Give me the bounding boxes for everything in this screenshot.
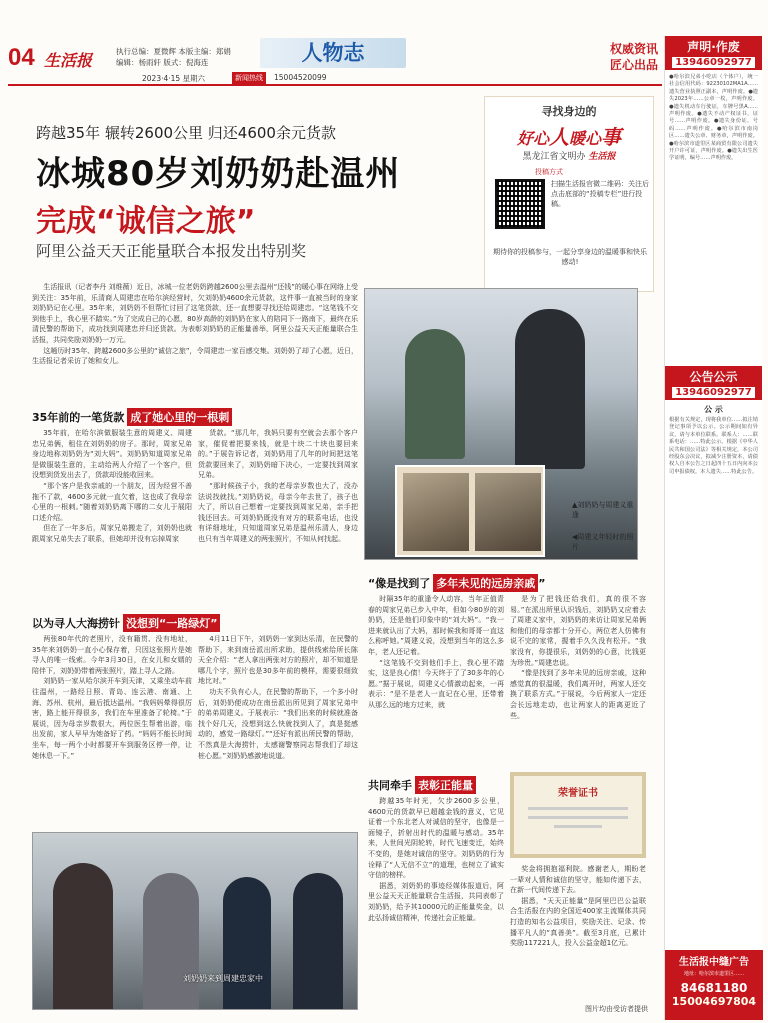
- promo-paper: 生活报: [588, 152, 616, 162]
- s1-p3: 但在了一年多后，周家兄弟搬走了，刘奶奶也就跟周家兄弟失去了联系，但她却并没有忘掉周家: [32, 524, 192, 543]
- figure-4: [293, 873, 343, 1009]
- issue-date: 2023·4·15 星期六: [142, 74, 206, 83]
- section-4-tag: 表彰正能量: [415, 776, 476, 794]
- notice-box-1-phone: 13946092977: [672, 57, 755, 68]
- ad-box-title: 生活报中缝广告: [679, 957, 749, 968]
- s2-p4: 功夫不负有心人，在民警的帮助下，一个多小时后，刘奶奶便成功在南岳派出所见到了周家兄弟中的弟弟周建义。于展表示：“我们出来的时候就准备找个好几天，没想到这么快就找到人了，真是挺感动的，感觉一路绿灯。”“还好有派出所民警的帮助，不然真是大海捞针，太感谢警察同志帮我们了却这桩心愿。”刘奶奶感激地说道。: [198, 687, 358, 760]
- hotline-number: 15004520099: [274, 73, 327, 82]
- main-headline: 冰城80岁刘奶奶赴温州: [36, 154, 401, 194]
- figure-2: [143, 873, 199, 1009]
- notice-box-1-text: ●哈尔滨兄弟小吃店（个体户），统一社会信用代码：92230102MA1A……遗失营业执照正副本，声明作废。●遗失2023年……公章一枚，声明作废。●遗失机动车行驶证，车牌号黑A……声明作废。●遗失不动产权证书，证号……声明作废。●遗失身份证，号码……声明作废。●哈尔滨市南岗区……遗失公章、财务章，声明作废。●哈尔滨市道里区某商贸有限公司遗失开户许可证，声明作废。●遗失出生医学证明，编号……声明作废。: [669, 74, 758, 162]
- section-4-label: 共同牵手: [368, 779, 412, 792]
- section-banner: [260, 38, 406, 68]
- promo-brand-b: 人: [549, 125, 569, 149]
- sidebar: [664, 36, 762, 1020]
- notice-box-2-header: [665, 366, 762, 400]
- notice-box-2-phone: 13946092977: [672, 387, 755, 398]
- promo-title: 寻找身边的: [541, 105, 597, 118]
- lead-paragraph: [32, 282, 358, 392]
- old-photo-2: [475, 473, 541, 551]
- sub-headline: [36, 196, 255, 240]
- photo-caption-1: ▲刘奶奶与周建义重逢: [572, 501, 634, 519]
- section-3-label: “像是找到了: [368, 577, 431, 590]
- section-3-heading: [368, 574, 548, 592]
- section-2-tag: 没想到“一路绿灯”: [123, 614, 220, 632]
- figure-woman: [405, 329, 465, 459]
- section-3-col-1: [368, 594, 504, 764]
- ad-box: [665, 950, 763, 1020]
- section-4-col-2: [510, 864, 646, 996]
- s3-p2: “这笔钱不交到他们手上，我心里不踏实，这是良心债！今天终于了了30多年的心愿。”据于展说，周建义心情激动起来，一再表示：“是不是老人一直记在心里，还带着从那么远的地方过来，就: [368, 658, 504, 709]
- notice-heading: 公 示: [704, 405, 723, 414]
- paper-logo: 生活报: [44, 51, 93, 70]
- photo-credit: 图片均由受访者提供: [585, 1005, 648, 1013]
- section-1-heading: [32, 408, 232, 426]
- masthead-rule: [8, 84, 662, 86]
- photo-caption-2: ◀周建义年轻时的照片: [572, 533, 634, 551]
- photo-bottom-caption: 刘奶奶来到周建忠家中: [183, 974, 263, 983]
- s1-p4: 货款。“那几年，我妈只要有空就会去那个客户家，催促着把要来钱，就是十块二十块也要回来的。”于展告诉记者，刘奶奶用了几年的时间把这笔货款要回来了，刘奶奶暗下决心，一定要找到周家兄弟。: [198, 429, 358, 480]
- figure-man: [515, 309, 585, 469]
- ad-box-sub: 地址：哈尔滨市道里区……: [683, 971, 744, 977]
- ad-phone-2: 15004697804: [671, 995, 757, 1008]
- s1-p5: “那时候孩子小，我的老母亲岁数也大了，没办法说找就找。”刘奶奶说，母亲今年去世了，孩子也大了，所以自己想着一定要找到周家兄弟，亲手把钱还回去。可刘奶奶既没有对方的联系电话，也没有详细地址，只知道周家兄弟是温州乐清人，身边也只有当年周建义的两张照片，不知从何找起。: [198, 481, 358, 543]
- section-1-tag: 成了她心里的一根刺: [127, 408, 232, 426]
- section-4-col-1: [368, 796, 504, 1002]
- s3-p3: 是为了把钱还给我们，真的很不容易。”在派出所里认识钱后，刘奶奶又应着去了周建义家中，刘奶奶的来访让周家兄弟俩和他们的母亲都十分开心，两位老人仿佛有说不完的家常，握着手久久没有松开。“我家没有，你提很乐，刘奶奶的心意，比钱更为珍贵。”周建忠说。: [510, 595, 646, 667]
- promo-box: [484, 96, 654, 292]
- s2-p2: 刘奶奶一家从哈尔滨开车到天津，又乘坐动车前往温州，一路经日照、青岛、连云港、南通、上海、苏州、杭州，最后抵达温州。“我妈妈晕得很厉害，路上能开得很多，我们在车里准备了轮椅。”于展说，因为母亲岁数很大，两位医生帮着出游，临出发前，家人早早为她备好了药。“妈妈不能长时间坐车，每一两个小时都要开车到服务区停一停，让她休息一下。”: [32, 677, 192, 760]
- hotline-label: 新闻热线: [232, 72, 266, 84]
- lead-text: 生活报讯（记者李丹 刘维薇）近日，冰城一位老奶奶跨越2600公里去温州“还钱”的暖心事在网络上受到关注：35年前，乐清商人周建忠在哈尔滨经营时，欠刘奶奶4600余元货款，这件事一直被当时的身家刘奶奶记在心里。35年来，刘奶奶不但帮忙讨回了这笔货款，还一直想要寻找还给周建忠。“这笔钱不交到他手上，我心里不踏实。”为了完成自己的心愿，80岁高龄的刘奶奶在家人的陪同下一路南下，最终在乐清民警的帮助下，成功找到周建忠并归还货款。为表彰刘奶奶的正能量善举，阿里公益天天正能量联合生活报，共同奖励刘奶奶一万元。: [32, 283, 358, 344]
- promo-org: 黑龙江省文明办: [522, 152, 586, 162]
- promo-brand-c: 暖心: [569, 129, 602, 148]
- section-3-col-2: [510, 594, 646, 764]
- slogan-2: 匠心出品: [609, 58, 658, 72]
- section-2-heading: [32, 614, 220, 632]
- qr-code-icon[interactable]: [495, 179, 545, 229]
- s4-p3: 奖金将拥抱福利院。感谢老人，期盼老一辈对人情和诚信的坚守，能如传递下去，在新一代间传递下去。: [510, 865, 646, 895]
- figure-1: [53, 863, 113, 1009]
- section-title: 人物志: [301, 41, 365, 65]
- section-4-heading: [368, 776, 476, 794]
- s4-p2: 据悉，刘奶奶的事迹经媒体报道后，阿里公益天天正能量联合生活报，共同表彰了刘奶奶，给予其10000元的正能量奖金，以此弘扬诚信精神，传递社会正能量。: [368, 881, 504, 922]
- old-photo-inset: [395, 465, 545, 557]
- certificate-line-2: [528, 816, 628, 819]
- section-1-col-2: [198, 428, 358, 608]
- section-2-label: 以为寻人大海捞针: [32, 617, 120, 630]
- s4-p1: 跨越35年时光，欠步2600多公里，4600元的货款早已超越金钱的意义，它见证着一个东北老人对诚信的坚守，也像是一面镜子，折射出时代的温暖与感动。35年来，人世间光阴轮转，时代飞速变迁，始终不变的，是她对诚信的坚守。刘奶奶的行为诠释了“人无信不立”的道理，也树立了诚实守信的榜样。: [368, 797, 504, 880]
- s3-p1: 时隔35年的重逢令人动容，当年正值青春的周家兄弟已步入中年，但如今80岁的刘奶奶，还是他们印象中的“刘大妈”。“我一进来就认出了大妈，那时候我和哥哥一直这么称呼她。”周建义说，没想到当年的这么多年，老人还记着。: [368, 595, 504, 656]
- certificate-image: [510, 772, 646, 858]
- ad-phone-1: 84681180: [680, 981, 748, 995]
- notice-box-1-header: [665, 36, 762, 70]
- page-number: 04: [8, 44, 35, 71]
- section-1-col-1: [32, 428, 192, 608]
- certificate-line-3: [554, 825, 602, 828]
- deck: 阿里公益天天正能量联合本报发出特别奖: [36, 242, 307, 260]
- qr-label: 投稿方式: [535, 168, 563, 176]
- editors-line-1: 执行总编：夏微辉 本版主编：郑娟: [116, 47, 231, 56]
- promo-brand: [485, 121, 653, 150]
- qr-instructions: 扫描生活报官微二维码：关注后点击底部的“投稿专栏”进行投稿。: [551, 180, 649, 208]
- promo-footer: 期待你的投稿参与，一起分享身边的温暖事和快乐感动!: [493, 248, 647, 266]
- lead-text-2: 这趟历时35年、跨越2600多公里的“诚信之旅”，令周建忠一家百感交集。刘奶奶了却了心愿，近日，生活报记者采访了她和女儿。: [32, 346, 358, 366]
- section-2-col-2: [198, 634, 358, 824]
- certificate-title: 荣誉证书: [558, 788, 598, 799]
- section-2-col-1: [32, 634, 192, 824]
- headline-block: [10, 98, 480, 268]
- old-photo-1: [403, 473, 469, 551]
- figure-3: [223, 877, 271, 1009]
- editors-line-2: 编辑：杨雨轩 版式：倪海连: [116, 58, 209, 67]
- notice-box-2-title: 公告公示: [689, 370, 738, 384]
- s1-p2: “那个客户是我亲戚的一个朋友，因为经营不善拖不了款，4600多元就一直欠着，这也成了我母亲心里的一根刺。”随着刘奶奶离下哪的二女儿于展阳口述介绍。: [32, 481, 192, 522]
- kicker: 跨越35年 辗转2600公里 归还4600余元货款: [36, 124, 336, 142]
- promo-brand-a: 好心: [516, 129, 549, 148]
- s2-p3: 4月11日下午，刘奶奶一家到达乐清，在民警的帮助下，来到南岳派出所求助，提供线索给所长陈天全介绍：“老人拿出两张对方的照片，却不知道是哪几个字，照片也是30多年前的模样，需要很细致地比对。”: [198, 635, 358, 686]
- promo-brand-d: 事: [601, 125, 622, 149]
- certificate-line-1: [528, 807, 628, 810]
- notice-box-1-title: 声明·作废: [687, 40, 740, 54]
- slogan-1: 权威资讯: [609, 42, 658, 56]
- section-1-label: 35年前的一笔货款: [32, 411, 125, 424]
- section-3-tail: ”: [538, 576, 546, 590]
- notice-box-2-text: 根据有关规定，现将我单位……拟注销登记事项予以公示。公示期间如有异议，请与本单位联系。联系人：……联系电话：……特此公示。根据《中华人民共和国公司法》等相关规定，本公司经股东会决议，拟减少注册资本，请债权人自本公告之日起四十五日内向本公司申报债权。本人遗失……特此公告。: [669, 417, 758, 475]
- sub-headline-prefix: 完成: [36, 204, 96, 239]
- s3-p4: “像是找到了多年未见的远房亲戚，这种感觉真的很温暖，我们离开时，两家人还交换了联系方式。”于展说，今后两家人一定还会长远地走动，也让两家人的距离更近了些。: [510, 669, 646, 720]
- s2-p1: 两张80年代的老照片，没有籍贯、没有地址，35年来刘奶奶一直小心保存着，只因这张照片是她寻人的唯一线索。今年3月30日，在女儿和女婿的陪伴下，刘奶奶带着两张照片，踏上寻人之路。: [32, 635, 192, 675]
- promo-org-line: [485, 149, 653, 162]
- s1-p1: 35年前，在哈尔滨做服装生意的周建义、周建忠兄弟俩，租住在刘奶奶的房子。那时，周家兄弟身边地称刘奶奶为“刘大妈”。刘奶奶知道周家兄弟是做服装生意的，主动给两人介绍了一个客户，但没想到货发出去了，货款却没能收回来。: [32, 429, 192, 480]
- s4-p4: 据悉，“天天正能量”是阿里巴巴公益联合生活报在内的全国近400家主流媒体共同打造的知名公益项目，奖励关注、记录、传播平凡人的“真善美”。截至3月底，已累计奖励117221人，投入公益金超1亿元。: [510, 896, 646, 948]
- masthead: [8, 38, 662, 88]
- sub-headline-quote: “诚信之旅”: [96, 204, 256, 239]
- section-3-tag: 多年未见的远房亲戚: [433, 574, 538, 592]
- photo-visit: [32, 832, 358, 1010]
